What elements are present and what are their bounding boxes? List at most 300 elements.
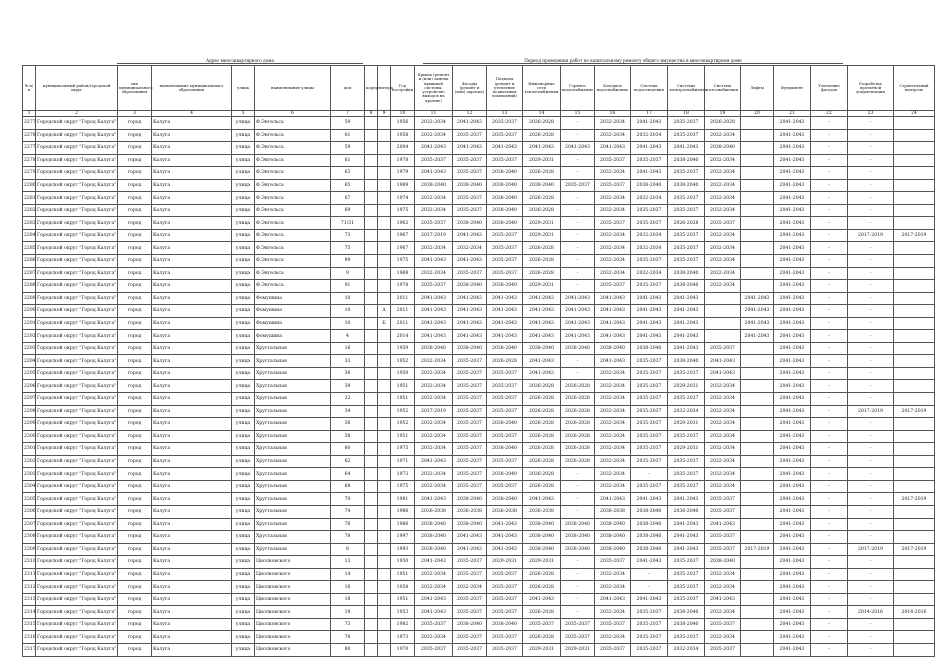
table-cell: 2032-2034 [631,242,668,255]
table-cell: 80 [331,643,365,656]
table-cell: Калуга [152,418,232,431]
table-cell: 2035-2037 [487,430,523,443]
table-cell: 10 [331,317,365,330]
table-cell: 2026-2028 [523,430,561,443]
table-cell: - [848,480,894,493]
table-cell: 2017-2019 [848,543,894,556]
table-cell: 2041-2043 [774,255,811,268]
table-cell [365,480,378,493]
table-cell: 2035-2037 [453,568,487,581]
table-cell: Городской округ "Город Калуга" [36,317,118,330]
table-cell: 2035-2037 [631,405,668,418]
table-cell: город [118,631,152,644]
table-cell: - [811,593,848,606]
table-cell: 76 [331,518,365,531]
table-cell: 1982 [391,618,415,631]
table-cell [378,380,391,393]
table-cell: 2041-2043 [487,305,523,318]
table-cell: Калуга [152,593,232,606]
table-cell: 2038-2040 [453,280,487,293]
table-cell: 2041-2043 [774,505,811,518]
table-row [23,167,935,180]
table-cell: 2041-2043 [774,556,811,569]
table-cell: 2026-2028 [561,380,595,393]
table-cell: 2038-2040 [705,142,741,155]
table-cell [378,543,391,556]
table-cell: 2038-2040 [561,518,595,531]
table-cell: 2032-2034 [705,468,741,481]
capital-repair-table [22,65,935,657]
table-cell: 2026-2028 [523,393,561,406]
table-cell: 2035-2037 [631,618,668,631]
column-number: 5 [232,111,255,117]
table-cell: 2032-2034 [595,480,631,493]
table-cell: 2035-2037 [595,217,631,230]
table-cell: Хрустальная [255,443,331,456]
table-cell [378,518,391,531]
table-row [23,518,935,531]
table-cell: 2035-2037 [487,255,523,268]
table-cell: 2041-2043 [668,543,705,556]
table-cell: 2041-2043 [453,255,487,268]
table-cell: 2041-2043 [774,618,811,631]
table-cell: 2035-2037 [705,505,741,518]
table-cell [741,342,774,355]
table-cell: 2041-2043 [741,317,774,330]
table-cell: 2315 [23,618,36,631]
table-cell: - [848,280,894,293]
table-cell: улица [232,455,255,468]
table-cell: 2032-2034 [415,204,453,217]
table-cell: 76 [331,631,365,644]
table-cell: Калуга [152,367,232,380]
table-cell: улица [232,317,255,330]
table-cell [378,556,391,569]
table-cell [894,167,935,180]
table-cell [378,468,391,481]
table-cell: 2035-2037 [487,367,523,380]
table-cell [741,154,774,167]
table-cell: - [848,142,894,155]
table-cell: - [561,267,595,280]
table-row [23,618,935,631]
table-cell [365,179,378,192]
table-cell: 2032-2034 [595,167,631,180]
table-cell: 2041-2043 [631,142,668,155]
table-cell: - [561,355,595,368]
table-cell: Калуга [152,618,232,631]
table-cell: 2032-2034 [595,393,631,406]
table-cell: 2032-2034 [595,405,631,418]
table-cell: 2035-2037 [595,154,631,167]
table-cell: 2035-2037 [415,217,453,230]
table-cell: Ф.Энгельса [255,217,331,230]
table-cell: 1958 [391,129,415,142]
table-cell: 2041-2043 [774,455,811,468]
table-row [23,267,935,280]
table-cell: 2038-2040 [487,618,523,631]
table-cell: 4 [331,330,365,343]
table-cell: 2038-2040 [453,179,487,192]
table-cell [378,355,391,368]
table-cell: - [811,556,848,569]
table-cell: 2041-2043 [523,317,561,330]
table-cell: 2035-2037 [668,631,705,644]
table-cell: Хрустальная [255,342,331,355]
table-cell: 2032-2034 [415,581,453,594]
table-cell: 2035-2037 [453,204,487,217]
table-cell: 2032-2034 [415,192,453,205]
table-cell: 2035-2037 [487,606,523,619]
table-cell: - [811,142,848,155]
table-cell: 65 [331,179,365,192]
table-cell: Калуга [152,393,232,406]
table-cell: 2041-2043 [595,142,631,155]
table-cell [894,518,935,531]
table-cell: - [848,292,894,305]
table-cell: - [848,468,894,481]
table-cell: 2041-2043 [415,330,453,343]
table-cell: 2305 [23,493,36,506]
table-cell: - [561,192,595,205]
table-cell: - [811,192,848,205]
column-header: Подвалы (ремонт и утепление подвальных помещений) [487,66,523,111]
table-cell: 2035-2037 [668,192,705,205]
table-cell: 2038-2040 [415,543,453,556]
table-cell: - [811,305,848,318]
table-cell: - [848,631,894,644]
table-cell: город [118,342,152,355]
table-cell: 2308 [23,531,36,544]
table-cell [378,418,391,431]
table-cell [741,455,774,468]
table-cell: 1951 [391,593,415,606]
table-cell: город [118,556,152,569]
table-cell: 2294 [23,355,36,368]
table-cell: - [811,217,848,230]
table-cell [365,380,378,393]
table-cell: 2041-2043 [774,581,811,594]
table-cell: 2035-2037 [453,430,487,443]
table-cell: 2035-2037 [487,455,523,468]
table-cell: Ф.Энгельса [255,192,331,205]
table-cell: 2026-2028 [487,355,523,368]
table-cell [365,280,378,293]
table-cell: 2041-2043 [453,531,487,544]
table-cell [378,593,391,606]
column-number: 15 [561,111,595,117]
table-cell: 2017-2019 [894,543,935,556]
table-cell: 2041-2043 [523,305,561,318]
table-cell: - [848,556,894,569]
table-row [23,355,935,368]
table-cell: 2035-2037 [453,129,487,142]
table-cell: Калуга [152,606,232,619]
table-cell [365,267,378,280]
column-number: 11 [415,111,453,117]
table-cell: улица [232,430,255,443]
table-cell: Калуга [152,468,232,481]
table-cell [378,443,391,456]
table-cell: - [811,405,848,418]
table-cell: Городской округ "Город Калуга" [36,631,118,644]
table-cell [378,393,391,406]
table-cell: Калуга [152,204,232,217]
column-number: 3 [118,111,152,117]
table-cell: 2032-2034 [631,129,668,142]
table-row [23,129,935,142]
table-cell: город [118,242,152,255]
column-header: № п/п [23,66,36,111]
table-cell: 2041-2043 [523,330,561,343]
table-cell: 75 [331,242,365,255]
table-cell: улица [232,531,255,544]
table-row [23,142,935,155]
table-cell: Городской округ "Город Калуга" [36,556,118,569]
table-cell: - [848,380,894,393]
table-cell: Калуга [152,280,232,293]
table-cell: 2032-2034 [668,405,705,418]
table-cell [741,280,774,293]
table-cell: 2041-2043 [741,292,774,305]
table-cell: 2035-2037 [631,631,668,644]
table-cell: - [848,581,894,594]
table-cell: 2036-2038 [487,505,523,518]
table-cell: 2041-2043 [774,468,811,481]
table-cell: 2017-2019 [848,229,894,242]
table-cell: 2312 [23,581,36,594]
table-row [23,593,935,606]
table-cell [741,267,774,280]
table-cell: 2038-2040 [595,543,631,556]
table-cell: город [118,443,152,456]
table-cell: 2041-2043 [631,493,668,506]
table-cell: 74 [331,505,365,518]
table-cell: 19 [331,606,365,619]
table-cell: 2041-2043 [774,367,811,380]
table-cell: - [848,643,894,656]
table-cell: улица [232,129,255,142]
table-cell: 61 [331,129,365,142]
table-cell: 2041-2043 [595,305,631,318]
table-cell: 2038-2040 [668,355,705,368]
table-cell: - [811,280,848,293]
table-cell: улица [232,167,255,180]
table-cell: 2026-2028 [523,192,561,205]
table-cell [378,342,391,355]
table-cell [741,405,774,418]
table-cell: улица [232,267,255,280]
table-cell: 2032-2034 [595,267,631,280]
table-cell: Городской округ "Город Калуга" [36,443,118,456]
column-header-row [23,66,935,111]
table-row [23,606,935,619]
column-number: 4 [152,111,232,117]
table-cell: Калуга [152,292,232,305]
table-cell: улица [232,204,255,217]
table-cell: Хрустальная [255,480,331,493]
table-cell [378,129,391,142]
table-cell: 2038-2040 [487,192,523,205]
table-cell: 2041-2043 [453,229,487,242]
table-cell [894,342,935,355]
table-cell [365,117,378,130]
table-cell: 2041-2043 [774,242,811,255]
table-cell: Хрустальная [255,405,331,418]
table-cell: город [118,393,152,406]
table-cell [378,192,391,205]
table-cell: Калуга [152,480,232,493]
table-cell: улица [232,606,255,619]
table-cell: 2041-2043 [595,493,631,506]
table-cell [365,342,378,355]
table-cell: 1950 [391,556,415,569]
table-cell: - [848,455,894,468]
table-cell: - [811,581,848,594]
table-cell [378,330,391,343]
table-cell: 2036-2038 [453,505,487,518]
table-cell: 71/31 [331,217,365,230]
table-cell: 2041-2043 [774,142,811,155]
table-cell: 2029-2031 [523,154,561,167]
table-cell: Калуга [152,443,232,456]
column-header: литера [378,66,391,111]
table-cell [378,367,391,380]
table-cell: Калуга [152,543,232,556]
table-cell: 2041-2043 [523,142,561,155]
table-row [23,405,935,418]
table-cell: 2041-2043 [523,355,561,368]
table-cell: 2038-2040 [595,531,631,544]
table-cell: 2279 [23,167,36,180]
table-cell: улица [232,142,255,155]
table-cell: 2035-2037 [668,255,705,268]
table-cell: 2041-2043 [774,643,811,656]
table-cell: 64 [331,468,365,481]
table-cell: - [811,380,848,393]
table-cell: 2032-2034 [631,267,668,280]
table-cell [741,430,774,443]
table-cell: 2293 [23,342,36,355]
table-cell: 2041-2043 [774,631,811,644]
table-cell: - [631,568,668,581]
table-row [23,255,935,268]
table-cell: 2032-2034 [415,367,453,380]
table-cell: Городской округ "Город Калуга" [36,643,118,656]
table-cell: 2041-2043 [668,342,705,355]
table-cell [741,581,774,594]
table-cell: 2035-2037 [668,393,705,406]
table-cell: улица [232,154,255,167]
table-cell: Хрустальная [255,418,331,431]
table-cell: 2287 [23,267,36,280]
table-cell: 2041-2043 [415,593,453,606]
table-row [23,493,935,506]
table-cell: - [811,480,848,493]
table-cell [894,593,935,606]
table-cell: 2041-2043 [774,204,811,217]
table-cell: 2035-2037 [668,129,705,142]
table-cell: 16 [331,342,365,355]
table-cell [894,505,935,518]
table-cell: 2307 [23,518,36,531]
table-cell [365,229,378,242]
table-cell: город [118,606,152,619]
table-cell [365,242,378,255]
table-cell: - [811,330,848,343]
table-cell [894,418,935,431]
table-cell: 2035-2037 [668,593,705,606]
table-cell: 2286 [23,255,36,268]
table-cell: 1951 [391,430,415,443]
table-cell: 2032-2034 [415,242,453,255]
table-cell: 8 [331,543,365,556]
table-cell: 1958 [391,581,415,594]
table-cell: улица [232,305,255,318]
table-cell [894,355,935,368]
table-cell: Циолковского [255,606,331,619]
table-cell: 2035-2037 [668,367,705,380]
table-cell: город [118,330,152,343]
table-cell: - [848,393,894,406]
table-cell [741,643,774,656]
table-cell: - [811,154,848,167]
table-cell: 2041-2043 [487,317,523,330]
table-cell: 2035-2037 [487,393,523,406]
table-cell: 2017-2019 [415,405,453,418]
table-cell: 2032-2034 [595,192,631,205]
table-cell: - [811,292,848,305]
table-cell [365,468,378,481]
table-cell [741,418,774,431]
table-cell: 78 [331,531,365,544]
table-cell: 2041-2043 [595,292,631,305]
table-cell: 2038-2040 [523,342,561,355]
table-cell: 1978 [391,154,415,167]
table-cell: город [118,317,152,330]
table-cell: 2041-2043 [453,330,487,343]
table-cell: город [118,280,152,293]
table-cell: - [848,430,894,443]
table-cell: Калуга [152,167,232,180]
table-cell: - [848,305,894,318]
table-cell: 2035-2037 [561,179,595,192]
column-header: Система газоснабжения [705,66,741,111]
table-cell: Калуга [152,267,232,280]
table-cell: 2289 [23,292,36,305]
table-cell: 2281 [23,192,36,205]
table-cell: - [561,568,595,581]
column-header: наименование муниципального образования [152,66,232,111]
table-cell: 2032-2034 [705,129,741,142]
table-cell: Городской округ "Город Калуга" [36,242,118,255]
table-cell [894,117,935,130]
table-cell [894,242,935,255]
table-cell: 2041-2043 [487,330,523,343]
table-cell: 2041-2043 [561,305,595,318]
table-cell: 2032-2034 [705,393,741,406]
table-cell: 2041-2043 [487,142,523,155]
table-cell [378,280,391,293]
table-cell: 2038-2040 [415,342,453,355]
table-cell: 1986 [391,505,415,518]
table-cell: 32 [331,393,365,406]
table-cell: - [811,606,848,619]
table-cell: Городской округ "Город Калуга" [36,593,118,606]
table-cell: 2014-2016 [848,606,894,619]
table-cell: 2035-2037 [595,556,631,569]
table-cell: 2035-2037 [453,480,487,493]
